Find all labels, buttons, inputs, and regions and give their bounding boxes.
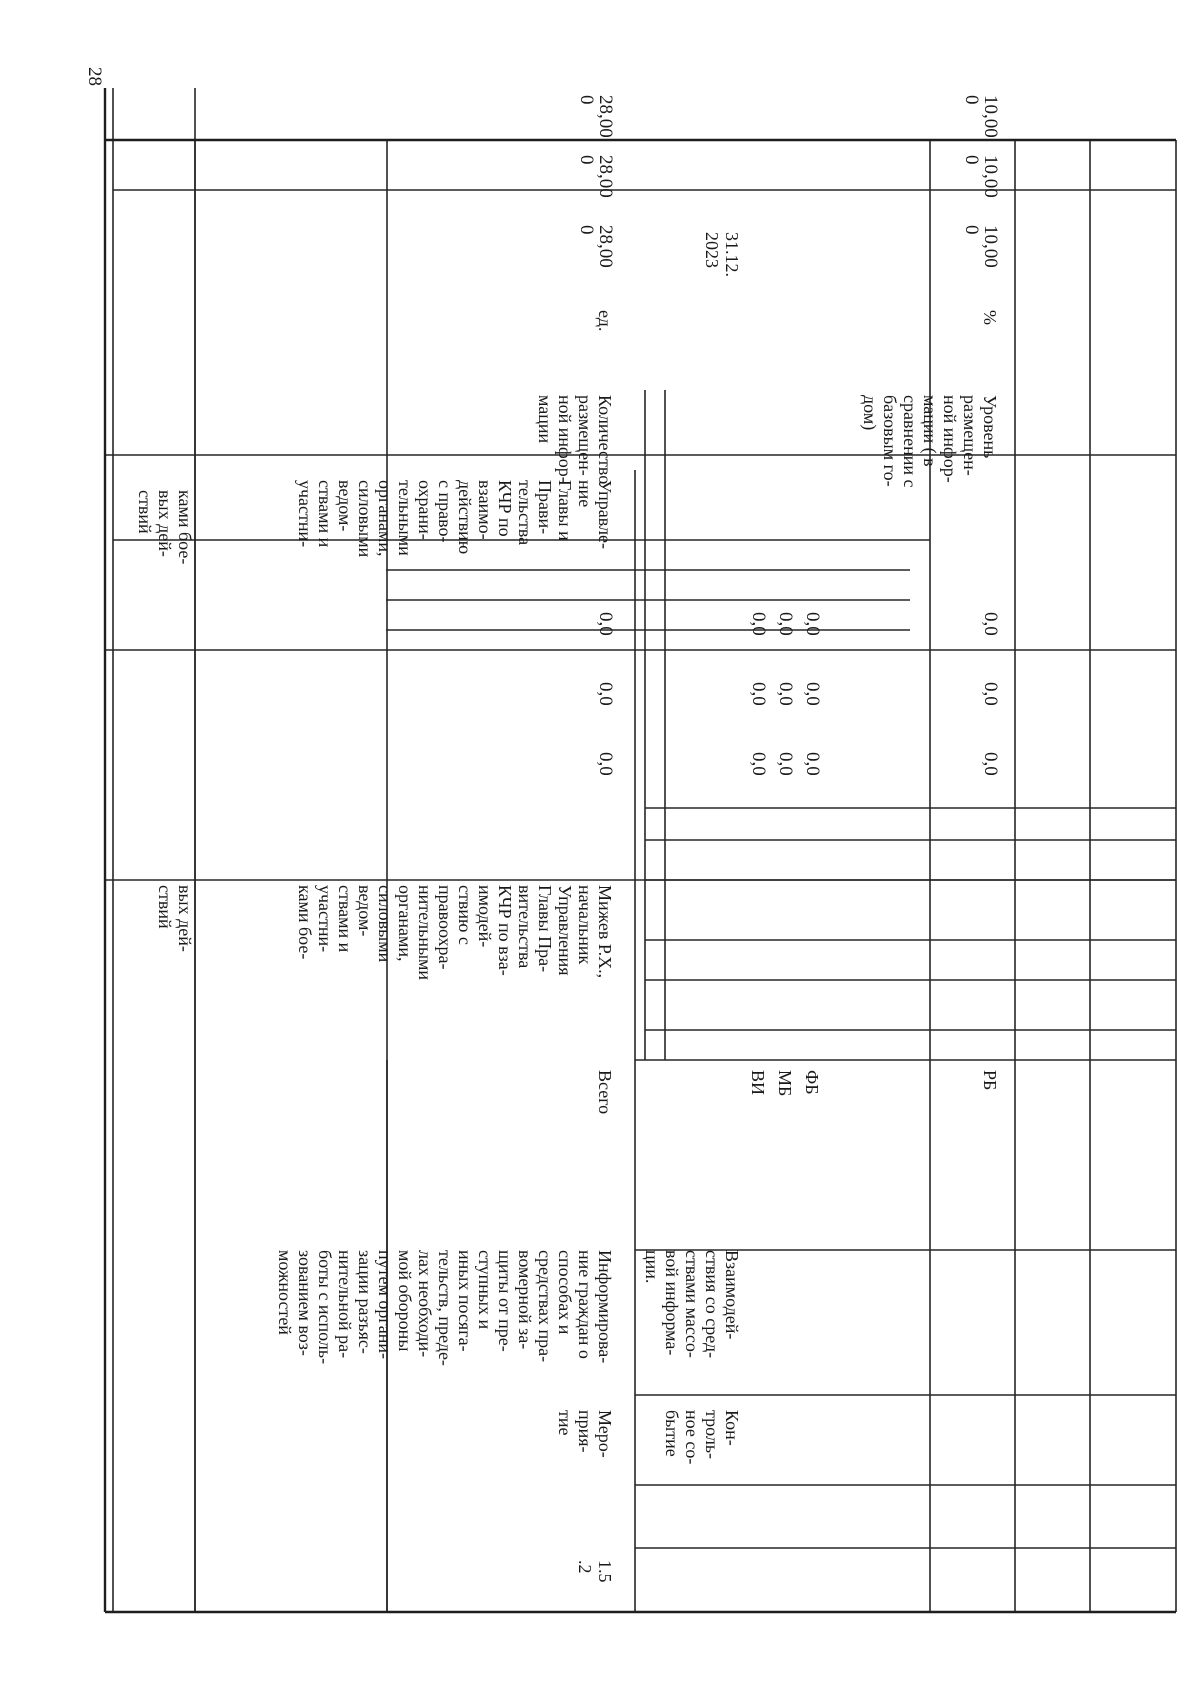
measure-name: Информирова- ние граждан о способах и средствах пра- вомерной за- щиты от пре- ступных и иных посяга- тельств, преде- лах необходи- мой обороны путем органи- зации разъяс- нительной ра- боты с исполь- зованием воз- можностей bbox=[275, 1250, 615, 1366]
rb-base-1: 10,00 0 bbox=[961, 225, 1001, 268]
source-fb: ФБ bbox=[802, 1070, 822, 1095]
mb-value-3: 0,0 bbox=[775, 612, 796, 636]
measure-type: Меро- прия- тие bbox=[555, 1410, 615, 1458]
measure-value-2: 0,0 bbox=[595, 682, 616, 706]
rb-indicator: Уровень размещен- ной инфор- мации ( в сравнении с базовым го- дом) bbox=[860, 395, 1000, 488]
measure-indicator: Количество размещен- ной инфор- мации bbox=[535, 395, 615, 485]
measure-executor: Мижев Р.Х., начальник Управления Главы Пра- вительства КЧР по вза- имодей- ствию с правоохра- нительными органами, силовыми ведом- ствами и участни- ками бое- bbox=[295, 885, 615, 981]
control-event-type: Кон- троль- ное со- бытие bbox=[662, 1410, 742, 1465]
measure-base-1: 28,00 0 bbox=[576, 225, 616, 268]
source-rb: РБ bbox=[980, 1070, 1000, 1091]
fb-value-2: 0,0 bbox=[802, 682, 823, 706]
fb-value-3: 0,0 bbox=[802, 612, 823, 636]
vi-value-2: 0,0 bbox=[748, 682, 769, 706]
measure-source: Всего bbox=[595, 1070, 615, 1115]
vi-value-3: 0,0 bbox=[748, 612, 769, 636]
measure-base-3: 28,00 0 bbox=[576, 95, 616, 138]
rb-value-1: 0,0 bbox=[980, 752, 1001, 776]
mb-value-2: 0,0 bbox=[775, 682, 796, 706]
measure-base-2: 28,00 0 bbox=[576, 155, 616, 198]
source-mb: МБ bbox=[775, 1070, 795, 1097]
measure-value-3: 0,0 bbox=[595, 612, 616, 636]
rb-unit: % bbox=[980, 310, 1000, 325]
participants-continuation: ками бое- вых дей- ствий bbox=[135, 490, 195, 565]
rb-base-3: 10,00 0 bbox=[961, 95, 1001, 138]
control-event-name: Взаимодей- ствия со сред- ствами массо- вой информа- ции. bbox=[642, 1250, 742, 1359]
measure-value-1: 0,0 bbox=[595, 752, 616, 776]
executor-continuation: вых дей- ствий bbox=[155, 885, 195, 952]
mb-value-1: 0,0 bbox=[775, 752, 796, 776]
control-event-date: 31.12. 2023 bbox=[702, 232, 742, 277]
vi-value-1: 0,0 bbox=[748, 752, 769, 776]
measure-number: 1.5 .2 bbox=[575, 1560, 615, 1583]
page-number: 28 bbox=[84, 67, 105, 86]
rb-value-3: 0,0 bbox=[980, 612, 1001, 636]
measure-unit: ед. bbox=[595, 310, 615, 332]
source-vi: ВИ bbox=[748, 1070, 768, 1096]
rb-base-2: 10,00 0 bbox=[961, 155, 1001, 198]
rb-value-2: 0,0 bbox=[980, 682, 1001, 706]
fb-value-1: 0,0 bbox=[802, 752, 823, 776]
measure-participants: Управле- ние Главы и Прави- тельства КЧР по взаимо- действию с право- охрани- тельными органами, силовыми ведом- ствами и участни- bbox=[295, 480, 615, 558]
